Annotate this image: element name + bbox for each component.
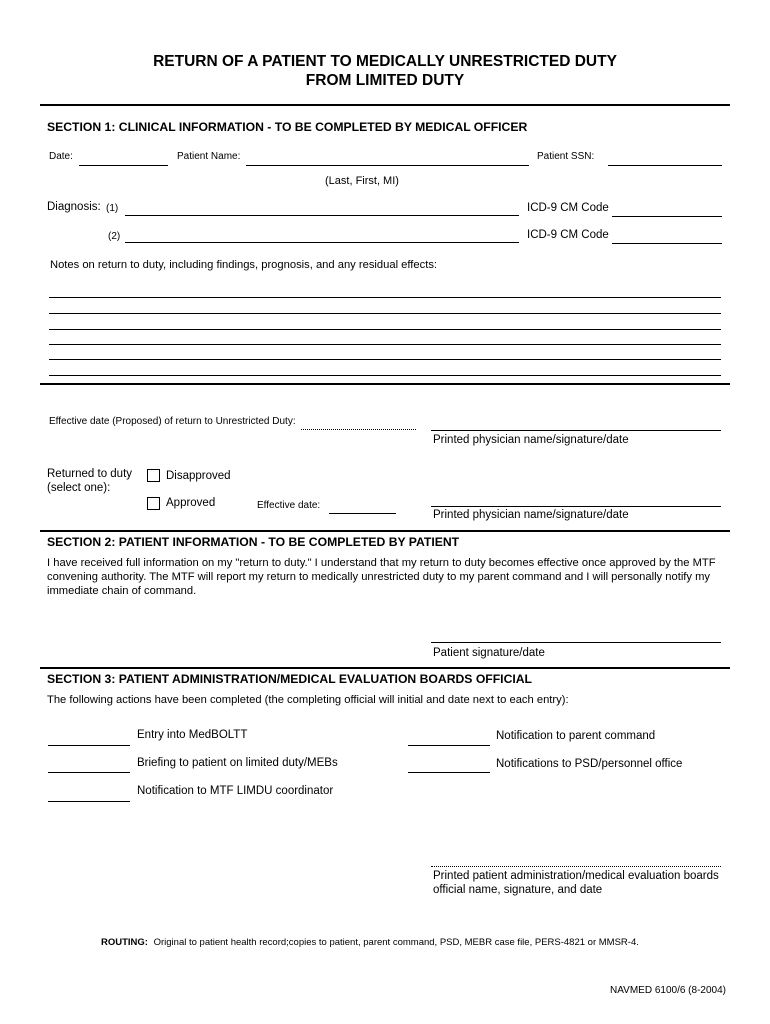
initial-line-parent-command[interactable] [408,745,490,746]
patient-name-input[interactable] [248,150,528,164]
routing-text: Original to patient health record;copies to patient, parent command, PSD, MEBR case file, PERS-4821 or MMSR-4. [153,937,639,948]
notes-line-1[interactable] [49,297,721,298]
patient-signature-line[interactable] [431,642,721,643]
patient-signature-label: Patient signature/date [433,647,545,659]
action-psd: Notifications to PSD/personnel office [496,758,683,770]
section1-heading: SECTION 1: CLINICAL INFORMATION - TO BE COMPLETED BY MEDICAL OFFICER [47,120,528,134]
effective-date-proposed-input[interactable] [302,414,415,428]
diagnosis-1-line [125,215,519,216]
disapproved-label: Disapproved [166,470,231,482]
title-divider [40,104,730,106]
icd-code-2-label: ICD-9 CM Code [527,229,609,241]
physician-signature-2-line[interactable] [431,506,721,507]
action-briefing: Briefing to patient on limited duty/MEBs [137,757,338,769]
date-label: Date: [49,151,73,162]
date-line [79,165,168,166]
notes-label: Notes on return to duty, including findings, prognosis, and any residual effects: [50,259,438,271]
effective-date-proposed-label: Effective date (Proposed) of return to Unrestricted Duty: [49,416,296,427]
initial-line-psd[interactable] [408,772,490,773]
section3-heading: SECTION 3: PATIENT ADMINISTRATION/MEDICAL EVALUATION BOARDS OFFICIAL [47,672,533,686]
physician-signature-2-label: Printed physician name/signature/date [433,509,629,521]
initial-line-briefing[interactable] [48,772,130,773]
effective-date-line [329,513,396,514]
diagnosis-1-input[interactable] [127,200,517,214]
notes-line-2[interactable] [49,313,721,314]
notes-line-5[interactable] [49,359,721,360]
patient-name-label: Patient Name: [177,151,241,162]
official-signature-label-1: Printed patient administration/medical evaluation boards [433,870,719,882]
section3-intro: The following actions have been completed (the completing official will initial and date next to each entry): [47,694,569,706]
patient-statement: I have received full information on my "return to duty." I understand that my return to duty becomes effective once approved by the MTF convening authority. The MTF will report my return to medically unrestricted duty to my parent command and I will personally notify my immediate chain of command. [47,557,716,597]
routing-note [101,937,639,948]
diagnosis-label: Diagnosis: [47,201,101,213]
diagnosis-2-input[interactable] [127,227,517,241]
action-parent-command: Notification to parent command [496,730,656,742]
action-medboltt: Entry into MedBOLTT [137,729,248,741]
section3-divider [40,667,730,669]
notes-line-3[interactable] [49,329,721,330]
notes-line-6[interactable] [49,375,721,376]
patient-ssn-input[interactable] [609,150,721,164]
patient-name-line [246,165,529,166]
icd-code-1-label: ICD-9 CM Code [527,202,609,214]
form-title-line1: RETURN OF A PATIENT TO MEDICALLY UNRESTRICTED DUTY [153,53,617,70]
form-number: NAVMED 6100/6 (8-2004) [610,985,726,996]
diagnosis-2-number: (2) [108,231,121,242]
patient-ssn-line [608,165,722,166]
diagnosis-1-number: (1) [106,203,119,214]
icd-code-1-input[interactable] [613,201,721,215]
effective-date-input[interactable] [330,498,395,512]
official-signature-line[interactable] [431,866,721,867]
action-limdu: Notification to MTF LIMDU coordinator [137,785,334,797]
diagnosis-2-line [125,242,519,243]
official-signature-label-2: official name, signature, and date [433,884,603,896]
approved-checkbox[interactable] [147,497,160,510]
patient-ssn-label: Patient SSN: [537,151,595,162]
routing-label: ROUTING: [101,937,148,948]
icd-code-2-input[interactable] [613,228,721,242]
approved-label: Approved [166,497,216,509]
disapproved-checkbox[interactable] [147,469,160,482]
section1-divider [40,383,730,385]
section2-divider [40,530,730,532]
icd-code-1-line [612,216,722,217]
select-one-label: (select one): [47,482,111,494]
section2-heading: SECTION 2: PATIENT INFORMATION - TO BE COMPLETED BY PATIENT [47,535,460,549]
returned-to-duty-label: Returned to duty [47,468,133,480]
physician-signature-1-line[interactable] [431,430,721,431]
notes-line-4[interactable] [49,344,721,345]
initial-line-limdu[interactable] [48,801,130,802]
effective-date-label: Effective date: [257,500,321,511]
effective-date-proposed-line [301,429,416,430]
initial-line-medboltt[interactable] [48,745,130,746]
date-input[interactable] [80,150,167,164]
form-title-line2: FROM LIMITED DUTY [305,72,465,89]
physician-signature-1-label: Printed physician name/signature/date [433,434,629,446]
name-format-hint: (Last, First, MI) [325,175,399,187]
icd-code-2-line [612,243,722,244]
